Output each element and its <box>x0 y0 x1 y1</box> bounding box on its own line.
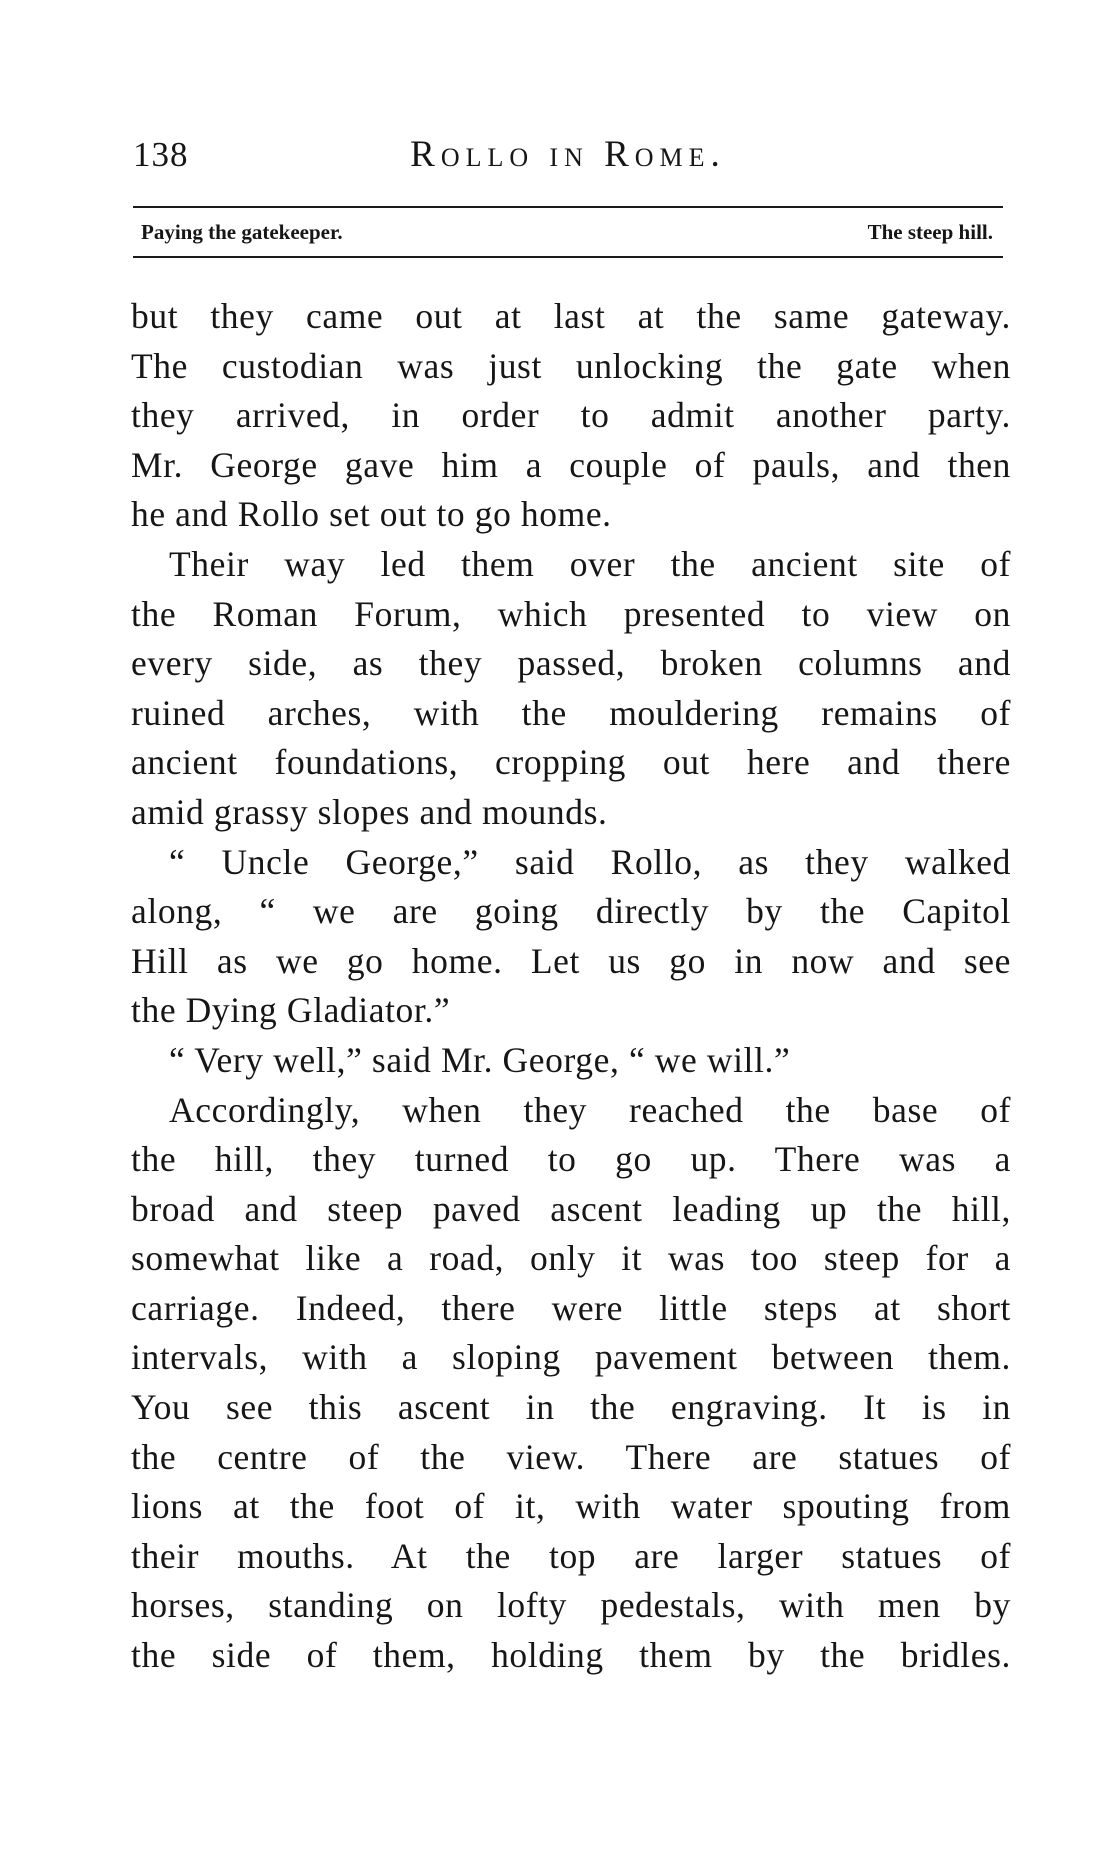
right-subhead: The steep hill. <box>867 220 993 244</box>
text-line: You see this ascent in the engraving. It is in <box>131 1387 1011 1428</box>
left-subhead: Paying the gatekeeper. <box>141 220 343 244</box>
text-line: the Roman Forum, which presented to view on <box>131 593 1011 634</box>
book-title: Rollo in Rome. <box>410 134 726 175</box>
text-line: broad and steep paved ascent leading up the hill, <box>131 1188 1011 1229</box>
text-line: the side of them, holding them by the bridles. <box>131 1635 1011 1676</box>
text-line: he and Rollo set out to go home. <box>131 494 612 535</box>
text-line: amid grassy slopes and mounds. <box>131 791 608 832</box>
body-text <box>131 292 1011 1681</box>
text-line: every side, as they passed, broken columns and <box>131 643 1011 684</box>
text-line: but they came out at last at the same gateway. <box>131 296 1011 336</box>
text-line: along, “ we are going directly by the Capitol <box>131 891 1011 932</box>
text-line: the Dying Gladiator.” <box>131 990 451 1031</box>
text-line: intervals, with a sloping pavement between them. <box>131 1337 1011 1378</box>
text-line: somewhat like a road, only it was too steep for a <box>131 1238 1011 1279</box>
text-line: ruined arches, with the mouldering remains of <box>131 692 1011 733</box>
text-line: the centre of the view. There are statues of <box>131 1436 1011 1477</box>
text-line: lions at the foot of it, with water spouting from <box>131 1486 1011 1527</box>
text-line: Mr. George gave him a couple of pauls, and then <box>131 444 1011 485</box>
text-line: Hill as we go home. Let us go in now and see <box>131 940 1011 981</box>
page-subheads <box>141 216 993 248</box>
text-line: The custodian was just unlocking the gate when <box>131 345 1011 386</box>
running-head <box>133 133 1003 183</box>
text-line: they arrived, in order to admit another party. <box>131 395 1011 436</box>
header-rule-bottom <box>133 256 1003 258</box>
text-line: horses, standing on lofty pedestals, with men by <box>131 1585 1011 1626</box>
header-rule-top <box>133 206 1003 208</box>
text-line: ancient foundations, cropping out here and there <box>131 742 1011 783</box>
text-line: carriage. Indeed, there were little steps at short <box>131 1287 1011 1328</box>
text-line: the hill, they turned to go up. There was a <box>131 1139 1011 1180</box>
text-line: their mouths. At the top are larger statues of <box>131 1535 1011 1576</box>
text-line: Accordingly, when they reached the base of <box>169 1089 1011 1130</box>
text-line: “ Very well,” said Mr. George, “ we will.” <box>169 1039 791 1080</box>
text-line: “ Uncle George,” said Rollo, as they walked <box>169 841 1011 882</box>
text-line: Their way led them over the ancient site of <box>169 543 1011 584</box>
page-number: 138 <box>133 135 189 174</box>
